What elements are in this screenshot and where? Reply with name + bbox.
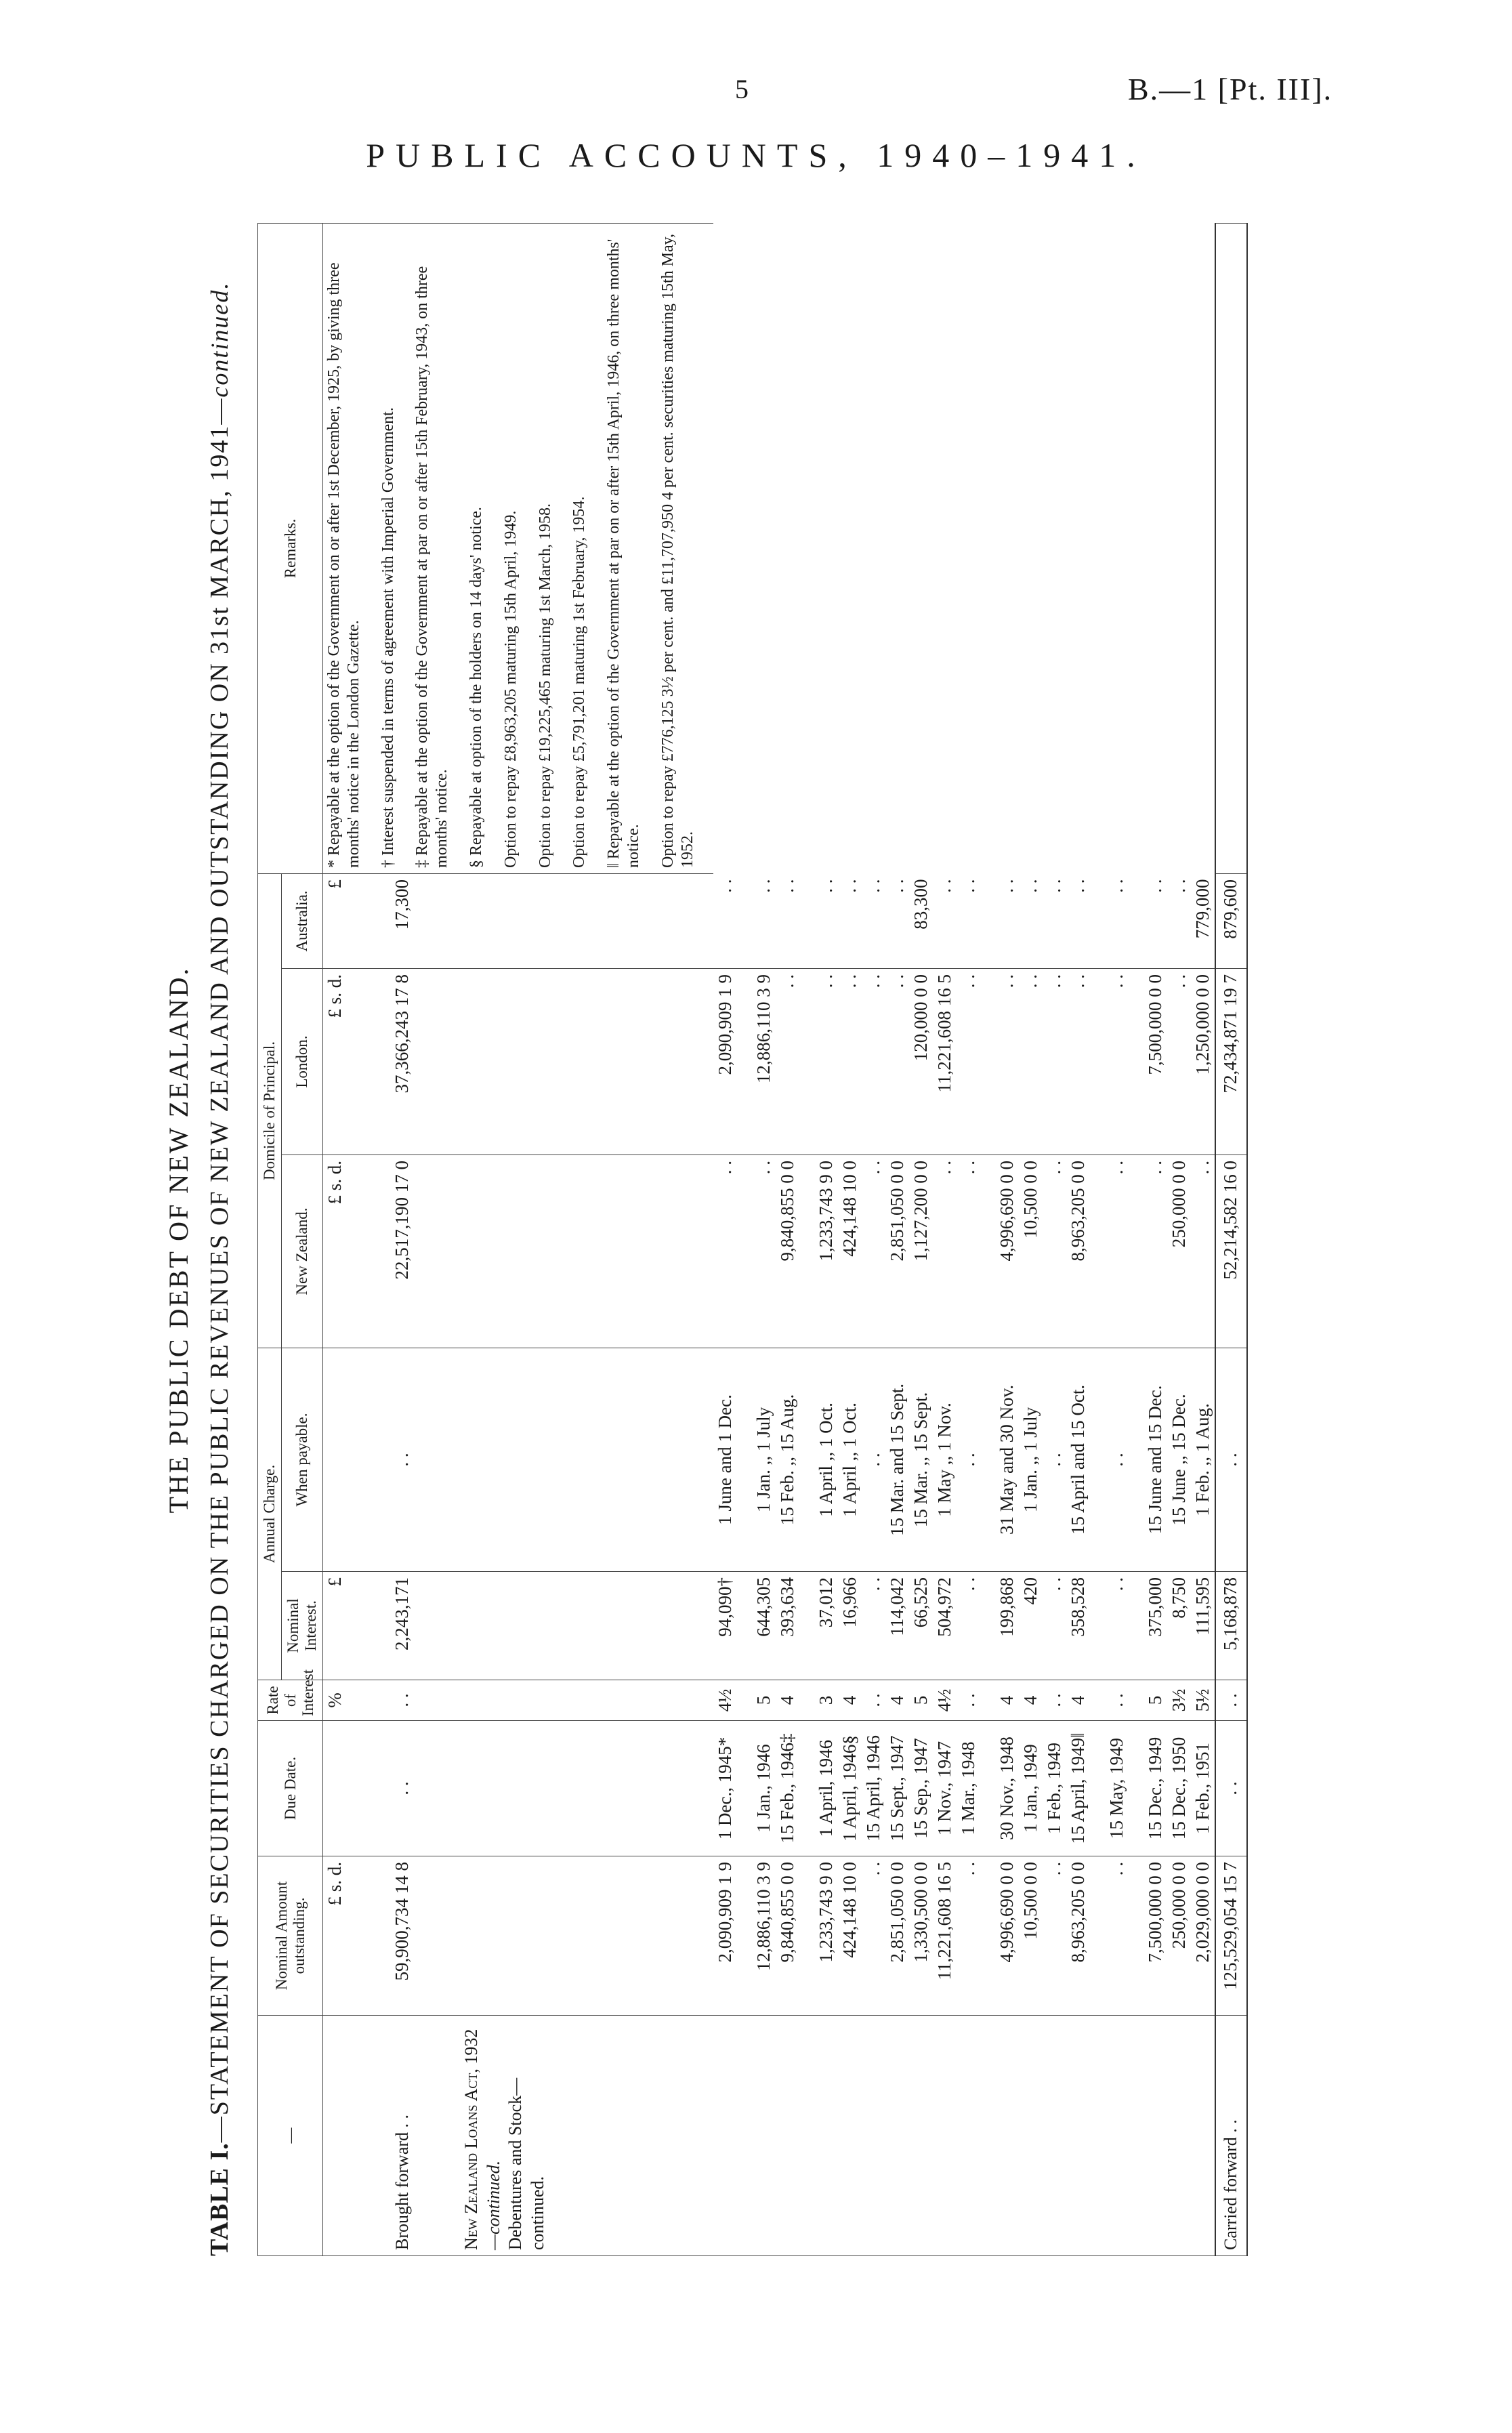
cell-due: 15 Sep., 1947 <box>909 1721 933 1856</box>
row-description <box>933 2016 957 2256</box>
cell-due: 15 May, 1949 <box>1105 1721 1129 1856</box>
cell-london: 7,500,000 0 0 <box>1143 969 1167 1155</box>
cell-when: 1 April ,, 1 Oct. <box>814 1348 838 1572</box>
row-description <box>909 2016 933 2256</box>
cell-rate: 4½ <box>713 1680 737 1721</box>
cell-interest: 66,525 <box>909 1572 933 1680</box>
table-row <box>1066 223 1090 2255</box>
cell-when: 15 Mar. ,, 15 Sept. <box>909 1348 933 1572</box>
cell-interest: 504,972 <box>933 1572 957 1680</box>
carried-forward-body <box>1215 223 1247 2255</box>
table-row <box>1105 223 1129 2255</box>
cell-due: 30 Nov., 1948 <box>995 1721 1019 1856</box>
cell-nominal: 2,851,050 0 0 <box>885 1856 909 2016</box>
data-rows <box>713 223 1215 2255</box>
cf-interest: 5,168,878 <box>1215 1572 1247 1680</box>
cell-interest: 644,305 <box>752 1572 776 1680</box>
unit-lsd-nz: £ s. d. <box>323 1155 390 1348</box>
remark-note: Option to repay £8,963,205 maturing 15th April, 1949. <box>501 510 520 868</box>
section-continued: —continued. <box>483 2160 503 2250</box>
table-row <box>933 223 957 2255</box>
remark-note: ‡ Repayable at the option of the Government at par on or after 15th February, 1943, on three months' notice. <box>413 266 451 868</box>
header-annual-charge: Annual Charge. <box>258 1348 282 1680</box>
cell-london: . . <box>1019 969 1043 1155</box>
page-number: 5 <box>735 74 749 104</box>
cell-due: 15 Sept., 1947 <box>885 1721 909 1856</box>
table-row <box>995 223 1019 2255</box>
header-nominal-amount: Nominal Amount outstanding. <box>258 1856 323 2016</box>
cell-nz: 1,233,743 9 0 <box>814 1155 838 1348</box>
cell-due: 1 Feb., 1949 <box>1043 1721 1066 1856</box>
bf-nz: 22,517,190 17 0 <box>390 1155 459 1348</box>
cell-interest: . . <box>1043 1572 1066 1680</box>
cell-interest: 16,966 <box>838 1572 862 1680</box>
cell-when: 15 Mar. and 15 Sept. <box>885 1348 909 1572</box>
bf-interest: 2,243,171 <box>390 1572 459 1680</box>
cell-when: . . <box>862 1348 885 1572</box>
cell-nominal: 10,500 0 0 <box>1019 1856 1043 2016</box>
cell-when: 1 June and 1 Dec. <box>713 1348 737 1572</box>
unit-pound: £ <box>323 1572 390 1680</box>
table-row <box>838 223 862 2255</box>
bf-due: . . <box>390 1721 459 1856</box>
table-row <box>713 223 737 2255</box>
cell-due: 1 Nov., 1947 <box>933 1721 957 1856</box>
document-title: THE PUBLIC DEBT OF NEW ZEALAND. <box>163 966 194 1514</box>
cell-aus: . . <box>752 873 776 968</box>
cell-aus: . . <box>862 873 885 968</box>
cell-nz: 2,851,050 0 0 <box>885 1155 909 1348</box>
remark-note: Option to repay £776,125 3½ per cent. and £11,707,950 4 per cent. securities maturing 15th May, 1952. <box>658 233 696 868</box>
cf-australia: 879,600 <box>1215 873 1247 968</box>
cell-london: . . <box>1043 969 1066 1155</box>
section-name: New Zealand Loans Act, 1932 <box>461 2029 482 2250</box>
cell-nz: 8,963,205 0 0 <box>1066 1155 1090 1348</box>
cell-interest: . . <box>862 1572 885 1680</box>
unit-pct: % <box>323 1680 390 1721</box>
cell-when: . . <box>957 1348 980 1572</box>
cell-when: 15 June and 15 Dec. <box>1143 1348 1167 1572</box>
cell-aus: . . <box>838 873 862 968</box>
table-row <box>1043 223 1066 2255</box>
cell-nz: . . <box>933 1155 957 1348</box>
cell-due: 1 April, 1946§ <box>838 1721 862 1856</box>
unit-lsd: £ s. d. <box>323 1856 390 2016</box>
cell-interest: 8,750 <box>1167 1572 1191 1680</box>
cf-rate: . . <box>1215 1680 1247 1721</box>
cell-nominal: 424,148 10 0 <box>838 1856 862 2016</box>
cell-rate: 4 <box>1066 1680 1090 1721</box>
cell-rate: 4 <box>776 1680 799 1721</box>
cell-nominal: 1,233,743 9 0 <box>814 1856 838 2016</box>
cell-london: . . <box>776 969 799 1155</box>
cell-nz: . . <box>1143 1155 1167 1348</box>
cf-nz: 52,214,582 16 0 <box>1215 1155 1247 1348</box>
header-nominal-interest: Nominal Interest. <box>282 1572 323 1680</box>
cell-due: 15 Feb., 1946‡ <box>776 1721 799 1856</box>
cell-london: . . <box>885 969 909 1155</box>
cell-nominal: 2,090,909 1 9 <box>713 1856 737 2016</box>
cell-nominal: 12,886,110 3 9 <box>752 1856 776 2016</box>
cell-rate: . . <box>957 1680 980 1721</box>
cell-interest: . . <box>957 1572 980 1680</box>
unit-lsd-london: £ s. d. <box>323 969 390 1155</box>
cell-when: 15 April and 15 Oct. <box>1066 1348 1090 1572</box>
header-rate: Rate of Interest <box>258 1680 323 1721</box>
table-caption-continued: continued. <box>206 281 233 398</box>
cell-nz: . . <box>957 1155 980 1348</box>
header-london: London. <box>282 969 323 1155</box>
cell-london: . . <box>862 969 885 1155</box>
cell-interest: . . <box>1105 1572 1129 1680</box>
header-when-payable: When payable. <box>282 1348 323 1572</box>
cell-nz: 10,500 0 0 <box>1019 1155 1043 1348</box>
unit-pound-aus: £ <box>323 873 390 968</box>
cell-rate: 4½ <box>933 1680 957 1721</box>
cell-rate: . . <box>862 1680 885 1721</box>
cell-due: 15 Dec., 1950 <box>1167 1721 1191 1856</box>
cell-london: . . <box>957 969 980 1155</box>
cell-when: 15 Feb. ,, 15 Aug. <box>776 1348 799 1572</box>
row-description <box>776 2016 799 2256</box>
cell-rate: 4 <box>838 1680 862 1721</box>
section-description <box>459 2016 713 2256</box>
cell-interest: 358,528 <box>1066 1572 1090 1680</box>
cell-interest: 393,634 <box>776 1572 799 1680</box>
table-row <box>814 223 838 2255</box>
cell-aus: . . <box>1105 873 1129 968</box>
cell-rate: 4 <box>885 1680 909 1721</box>
cell-nz: 250,000 0 0 <box>1167 1155 1191 1348</box>
cell-aus: 83,300 <box>909 873 933 968</box>
cell-interest: 94,090† <box>713 1572 737 1680</box>
cell-nz: 1,127,200 0 0 <box>909 1155 933 1348</box>
cell-due: 15 Dec., 1949 <box>1143 1721 1167 1856</box>
cell-nz: . . <box>1043 1155 1066 1348</box>
row-description <box>1191 2016 1215 2256</box>
row-description <box>1143 2016 1167 2256</box>
cell-rate: 5 <box>752 1680 776 1721</box>
cell-aus: . . <box>713 873 737 968</box>
row-description <box>713 2016 737 2256</box>
page-running-title: PUBLIC ACCOUNTS, 1940–1941. <box>366 136 1146 174</box>
page-reference: B.—1 [Pt. III]. <box>1128 72 1333 106</box>
cell-aus: . . <box>1143 873 1167 968</box>
cell-when: 15 June ,, 15 Dec. <box>1167 1348 1191 1572</box>
table-row <box>957 223 980 2255</box>
table-caption-text: —STATEMENT OF SECURITIES CHARGED ON THE PUBLIC REVENUES OF NEW ZEALAND AND OUTSTANDING ON 31st MARCH, 1941— <box>205 397 234 2143</box>
cell-nominal: . . <box>862 1856 885 2016</box>
cell-aus: . . <box>885 873 909 968</box>
table-caption <box>205 224 234 2256</box>
header-australia: Australia. <box>282 873 323 968</box>
spacer-row <box>737 223 752 2255</box>
remarks-list <box>324 229 697 868</box>
cell-interest: 111,595 <box>1191 1572 1215 1680</box>
cell-nominal: 4,996,690 0 0 <box>995 1856 1019 2016</box>
cell-nominal: . . <box>1043 1856 1066 2016</box>
rotated-table-sheet <box>163 224 1362 2256</box>
cell-nz: . . <box>752 1155 776 1348</box>
spacer-row <box>1090 223 1105 2255</box>
row-description <box>814 2016 838 2256</box>
cell-london: . . <box>1105 969 1129 1155</box>
cf-london: 72,434,871 19 7 <box>1215 969 1247 1155</box>
cell-london: 1,250,000 0 0 <box>1191 969 1215 1155</box>
table-row <box>1143 223 1167 2255</box>
table-row <box>909 223 933 2255</box>
cell-when: 1 May ,, 1 Nov. <box>933 1348 957 1572</box>
cell-rate: 3½ <box>1167 1680 1191 1721</box>
cell-when: 1 April ,, 1 Oct. <box>838 1348 862 1572</box>
cell-interest: 375,000 <box>1143 1572 1167 1680</box>
row-description <box>862 2016 885 2256</box>
bf-london: 37,366,243 17 8 <box>390 969 459 1155</box>
remarks-cell <box>323 223 714 873</box>
bf-rate: . . <box>390 1680 459 1721</box>
cell-aus: . . <box>1066 873 1090 968</box>
row-description <box>957 2016 980 2256</box>
bf-nominal: 59,900,734 14 8 <box>390 1856 459 2016</box>
table-row <box>885 223 909 2255</box>
table-row <box>1019 223 1043 2255</box>
cell-rate: 3 <box>814 1680 838 1721</box>
cell-due: 1 Jan., 1946 <box>752 1721 776 1856</box>
row-description <box>1167 2016 1191 2256</box>
cell-aus: . . <box>1019 873 1043 968</box>
cell-nominal: 2,029,000 0 0 <box>1191 1856 1215 2016</box>
cell-nz: . . <box>713 1155 737 1348</box>
cell-nominal: 9,840,855 0 0 <box>776 1856 799 2016</box>
cf-nominal: 125,529,054 15 7 <box>1215 1856 1247 2016</box>
cell-aus: . . <box>957 873 980 968</box>
brought-forward-label: Brought forward . . <box>390 2016 459 2256</box>
carried-forward-row <box>1215 223 1247 2255</box>
row-description <box>1105 2016 1129 2256</box>
cell-when: 1 Jan. ,, 1 July <box>1019 1348 1043 1572</box>
cell-due: 1 Mar., 1948 <box>957 1721 980 1856</box>
cell-nz: 424,148 10 0 <box>838 1155 862 1348</box>
cell-due: 1 Jan., 1949 <box>1019 1721 1043 1856</box>
cell-london: . . <box>1167 969 1191 1155</box>
row-description <box>838 2016 862 2256</box>
row-description <box>1019 2016 1043 2256</box>
row-description <box>1066 2016 1090 2256</box>
cell-when: . . <box>1043 1348 1066 1572</box>
header-domicile: Domicile of Principal. <box>258 873 282 1348</box>
table-row <box>862 223 885 2255</box>
spacer-row <box>980 223 995 2255</box>
cell-london: 120,000 0 0 <box>909 969 933 1155</box>
cell-rate: 5 <box>1143 1680 1167 1721</box>
cell-aus: . . <box>933 873 957 968</box>
remark-note: § Repayable at option of the holders on 14 days' notice. <box>467 507 485 868</box>
cell-nominal: . . <box>957 1856 980 2016</box>
cell-interest: 199,868 <box>995 1572 1019 1680</box>
row-description <box>995 2016 1019 2256</box>
bf-when: . . <box>390 1348 459 1572</box>
units-row <box>323 223 390 2255</box>
cell-nominal: 1,330,500 0 0 <box>909 1856 933 2016</box>
table-row <box>776 223 799 2255</box>
table-row <box>1191 223 1215 2255</box>
header-remarks: Remarks. <box>258 223 323 873</box>
cell-interest: 420 <box>1019 1572 1043 1680</box>
spacer-row <box>799 223 814 2255</box>
cell-nominal: 11,221,608 16 5 <box>933 1856 957 2016</box>
cell-rate: 5½ <box>1191 1680 1215 1721</box>
cell-due: 1 Dec., 1945* <box>713 1721 737 1856</box>
header-due-date: Due Date. <box>258 1721 323 1856</box>
cell-nz: . . <box>1191 1155 1215 1348</box>
table-body <box>323 223 714 2255</box>
cell-london: . . <box>995 969 1019 1155</box>
table-label: TABLE I. <box>205 2142 234 2256</box>
cell-due: 1 April, 1946 <box>814 1721 838 1856</box>
cell-due: 1 Feb., 1951 <box>1191 1721 1215 1856</box>
cell-london: 11,221,608 16 5 <box>933 969 957 1155</box>
row-description <box>885 2016 909 2256</box>
remark-note: Option to repay £5,791,201 maturing 1st February, 1954. <box>570 496 589 868</box>
cell-nz: . . <box>862 1155 885 1348</box>
cell-rate: 4 <box>1019 1680 1043 1721</box>
cell-london: . . <box>814 969 838 1155</box>
cell-aus: . . <box>1167 873 1191 968</box>
table-row <box>1167 223 1191 2255</box>
cell-when: . . <box>1105 1348 1129 1572</box>
cell-aus: . . <box>995 873 1019 968</box>
cell-london: . . <box>838 969 862 1155</box>
remark-note: Option to repay £19,225,465 maturing 1st March, 1958. <box>536 503 554 868</box>
cell-nominal: 250,000 0 0 <box>1167 1856 1191 2016</box>
cell-aus: . . <box>776 873 799 968</box>
cell-rate: 5 <box>909 1680 933 1721</box>
cf-when: . . <box>1215 1348 1247 1572</box>
cell-due: 15 April, 1949‖ <box>1066 1721 1090 1856</box>
cell-nominal: 8,963,205 0 0 <box>1066 1856 1090 2016</box>
cell-rate: . . <box>1105 1680 1129 1721</box>
cell-due: 15 April, 1946 <box>862 1721 885 1856</box>
cell-aus: . . <box>1043 873 1066 968</box>
cell-aus: 779,000 <box>1191 873 1215 968</box>
row-description <box>752 2016 776 2256</box>
cell-when: 1 Feb. ,, 1 Aug. <box>1191 1348 1215 1572</box>
cell-nominal: . . <box>1105 1856 1129 2016</box>
section-subtitle: Debentures and Stock—continued. <box>505 2077 547 2250</box>
remark-note: ‖ Repayable at the option of the Government at par on or after 15th April, 1946, on three months' notice. <box>605 238 642 868</box>
cell-rate: . . <box>1043 1680 1066 1721</box>
cell-aus: . . <box>814 873 838 968</box>
remark-note: † Interest suspended in terms of agreement with Imperial Government. <box>379 407 397 868</box>
cell-london: 2,090,909 1 9 <box>713 969 737 1155</box>
spacer-row <box>1129 223 1143 2255</box>
cell-interest: 114,042 <box>885 1572 909 1680</box>
cell-when: 1 Jan. ,, 1 July <box>752 1348 776 1572</box>
cell-interest: 37,012 <box>814 1572 838 1680</box>
public-debt-table <box>257 223 1248 2256</box>
cell-nz: 9,840,855 0 0 <box>776 1155 799 1348</box>
remark-note: * Repayable at the option of the Government on or after 1st December, 1925, by giving three months' notice in the London Gazette. <box>325 262 362 868</box>
cell-london: . . <box>1066 969 1090 1155</box>
carried-forward-label: Carried forward . . <box>1215 2016 1247 2256</box>
cell-nominal: 7,500,000 0 0 <box>1143 1856 1167 2016</box>
row-description <box>1043 2016 1066 2256</box>
cell-london: 12,886,110 3 9 <box>752 969 776 1155</box>
header-new-zealand: New Zealand. <box>282 1155 323 1348</box>
table-row <box>752 223 776 2255</box>
cf-due: . . <box>1215 1721 1247 1856</box>
cell-nz: . . <box>1105 1155 1129 1348</box>
bf-australia: 17,300 <box>390 873 459 968</box>
cell-rate: 4 <box>995 1680 1019 1721</box>
cell-when: 31 May and 30 Nov. <box>995 1348 1019 1572</box>
header-description: — <box>258 2016 323 2256</box>
cell-nz: 4,996,690 0 0 <box>995 1155 1019 1348</box>
